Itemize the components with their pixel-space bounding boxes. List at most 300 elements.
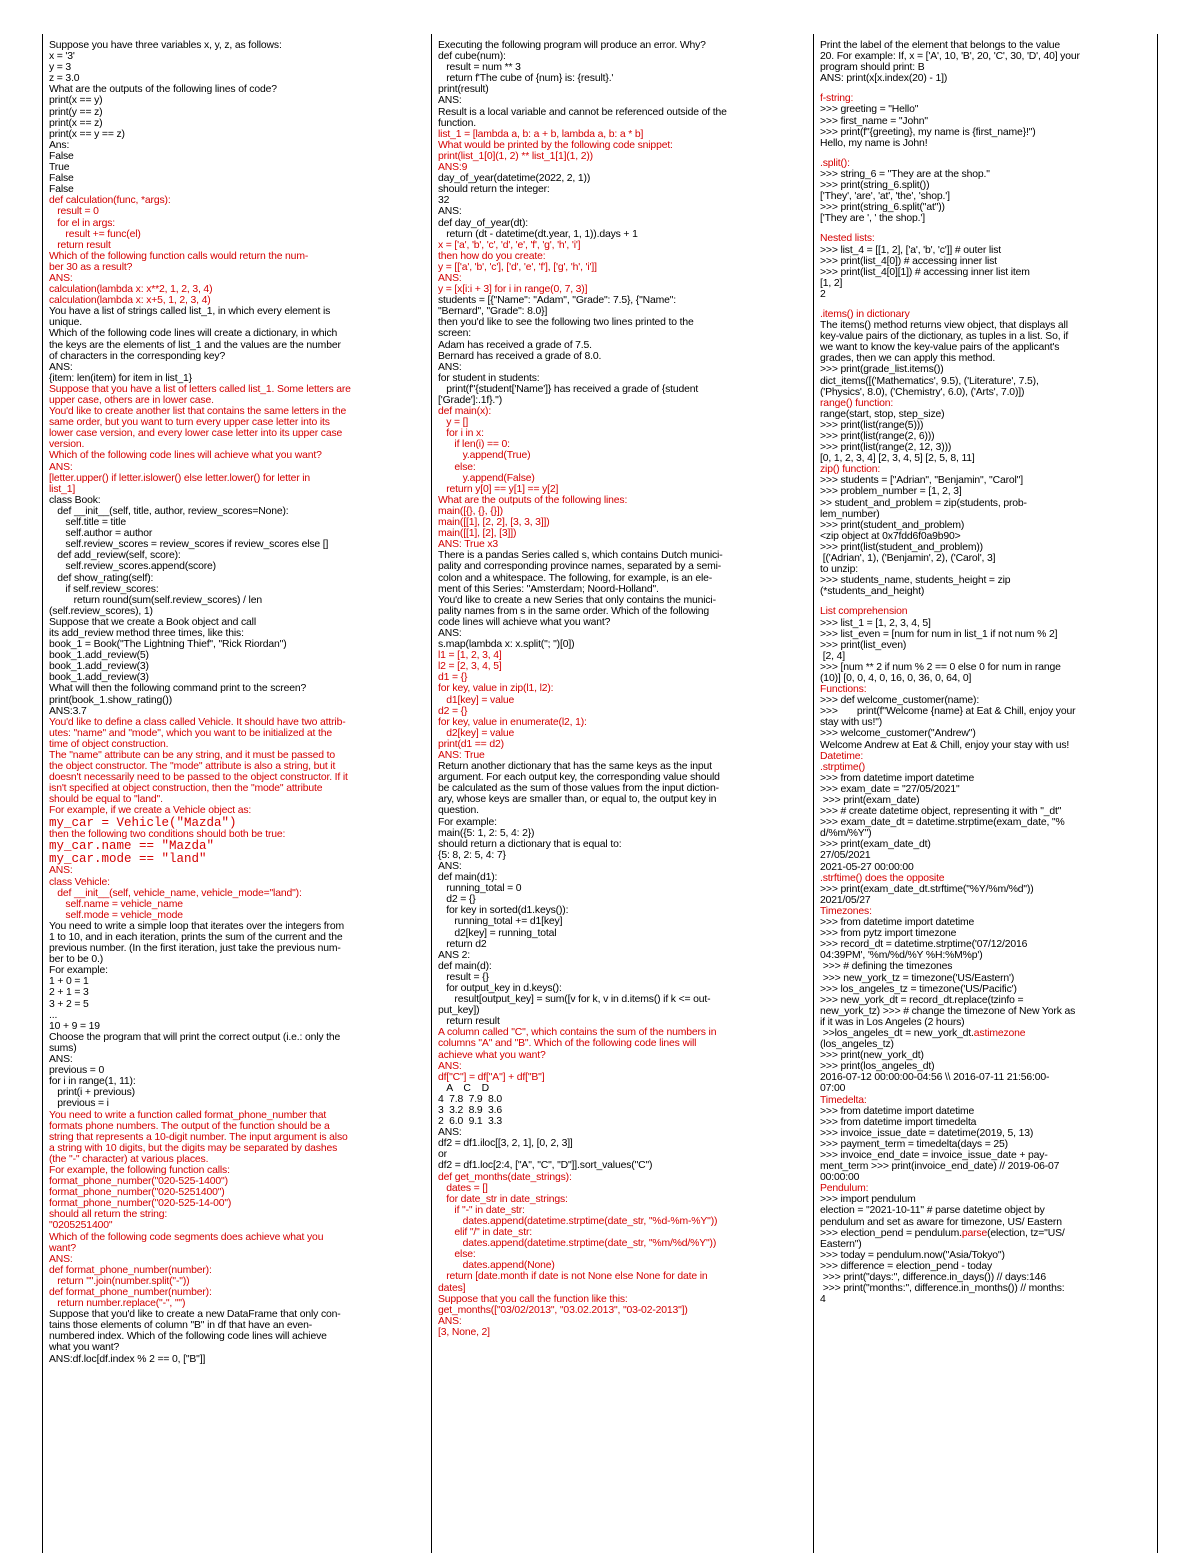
col2-line: ANS: [438,627,462,639]
col1-line: ANS: [49,361,73,373]
col2-line: 4 7.8 7.9 8.0 [438,1093,503,1105]
col3-line: >>> # create datetime object, representing it with "_dt" [820,806,1062,818]
col2-line: print(result) [438,84,489,96]
col3-line: >>> invoice_end_date = invoice_issue_date + pay- [820,1150,1048,1161]
col2-line: y = [] [438,417,469,429]
col1-line: False [49,173,74,185]
col3-line: >>> first_name = "John" [820,115,928,127]
col1-line: numbered index. Which of the following code lines will achieve [49,1331,327,1343]
col1-line: 1 to 10, and in each iteration, prints the sum of the current and the [49,932,343,943]
col1-line: previous = i [49,1098,109,1110]
col2-line: pality names from s in the same order. Which of the following [438,605,709,617]
col2-line: d2[key] = value [438,727,515,739]
col2-line: print(d1 == d2) [438,738,504,750]
col3-line: .items() in dictionary [820,308,910,320]
col3-line: ('Physics', 8.0), ('Chemistry', 6.0), ('Arts', 7.0)]) [820,386,1025,398]
col2-line: put_key]) [438,1005,480,1017]
col1-line: same order, but you want to turn every upper case letter into its [49,417,330,429]
col1-line: a string with 10 digits, but the digits may be separated by dashes [49,1142,338,1154]
col1-line: 2 + 1 = 3 [49,987,89,999]
col3-line: >>> print(f"{greeting}, my name is {first_name}!") [820,126,1036,138]
col3-line: 2021-05-27 00:00:00 [820,861,914,873]
col1-line: its add_review method three times, like this: [49,627,244,639]
col2-line: main([[1], [2, 2], [3, 3, 3]]) [438,517,550,529]
col3-line: >>> payment_term = timedelta(days = 25) [820,1138,1008,1150]
col2-line: dates] [438,1282,466,1294]
col1-line: You'd like to define a class called Vehicle. It should have two attrib- [49,716,346,728]
col3-line: Datetime: [820,750,864,762]
col2-line: list_1 = [lambda a, b: a + b, lambda a, b: a * b] [438,128,644,140]
col1-line: format_phone_number("020-525-1400") [49,1176,228,1188]
col2-line: else: [438,1249,476,1261]
col2-line: d2 = {} [438,705,468,717]
col2-line: return y[0] == y[1] == y[2] [438,483,559,495]
col3-line [820,597,1153,606]
col2-line: screen: [438,328,472,340]
col2-line: return [date.month if date is not None else None for date in [438,1271,708,1283]
col1-line: 10 + 9 = 19 [49,1020,100,1032]
col1-line: You need to write a simple loop that iterates over the integers from [49,920,344,932]
col1-line: self.author = author [49,528,153,540]
col3-line: Timezones: [820,905,872,917]
col2-line: y.append(False) [438,472,535,484]
col3-line: >>> print(student_and_problem) [820,519,965,531]
col3-line: >>> [num ** 2 if num % 2 == 0 else 0 for num in range [820,661,1061,673]
col1-line: return "".join(number.split("-")) [49,1275,190,1287]
col2-line: For example: [438,816,497,828]
col3-line: [('Adrian', 1), ('Benjamin', 2), ('Carol', 3] [820,553,996,565]
col3-line: >>> print("months:", difference.in_months()) // months: [820,1283,1065,1295]
col1-line: book_1.add_review(3) [49,661,149,673]
col3-line: Functions: [820,684,867,696]
col3-line: >>> students = ["Adrian", "Benjamin", "Carol"] [820,475,1023,487]
col2-line: Executing the following program will produce an error. Why? [438,40,706,51]
col3-line: >> student_and_problem = zip(students, prob- [820,497,1027,509]
col2-line: y.append(True) [438,450,531,462]
col3-line: >>> print(list_even) [820,639,907,651]
col1-line: def show_rating(self): [49,572,154,584]
col1-line: string that represents a 10-digit number. The input argument is also [49,1131,348,1143]
col2-line: then how do you create: [438,250,546,262]
col3-line: >>> print(exam_date_dt.strftime("%Y/%m/%d")) [820,883,1034,895]
col2-line: ANS: [438,95,462,107]
col3-line: >>> print("days:", difference.in_days()) // days:146 [820,1272,1046,1284]
col3-line: Timedelta: [820,1094,867,1106]
col1-line: sums) [49,1042,77,1054]
col2-line: What would be printed by the following code snippet: [438,139,673,151]
col3-line: ment_term >>> print(invoice_end_date) // 2019-06-07 [820,1161,1060,1173]
col3-line: >>> today = pendulum.now("Asia/Tokyo") [820,1249,1005,1261]
col1-line: doesn't necessarily need to be passed to the object constructor. If it [49,772,348,784]
col3-line: >>> list_4 = [[1, 2], ['a', 'b', 'c']] # outer list [820,244,1001,256]
col1-line: ANS: [49,1253,73,1265]
column-1 [42,34,432,1553]
col1-line: return result [49,239,111,251]
col3-line: key-value pairs of the dictionary, as tuples in a list. So, if [820,331,1069,343]
col1-line: ANS:3.7 [49,705,87,717]
col1-line: utes: "name" and "mode", which you want to be initialized at the [49,727,332,739]
col1-line: previous = 0 [49,1065,105,1077]
col3-line: >>los_angeles_dt = new_york_dt.astimezone [820,1027,1026,1039]
col2-line: 2 6.0 9.1 3.3 [438,1116,503,1128]
col1-line: x = '3' [49,51,75,63]
col1-line: version. [49,439,85,451]
col2-line: for i in x: [438,428,484,440]
col2-line: else: [438,461,476,473]
col2-line: A column called "C", which contains the sum of the numbers in [438,1027,717,1039]
col1-line: book_1.add_review(5) [49,650,149,662]
col2-line: return result [438,1016,500,1028]
col2-line: dates.append(datetime.strptime(date_str, "%m/%d/%Y")) [438,1238,717,1250]
col2-line: What are the outputs of the following lines: [438,494,628,506]
col2-line: ['Grade']:.1f}.") [438,395,503,406]
col1-line: print(book_1.show_rating()) [49,694,173,706]
col3-line: 27/05/2021 [820,850,871,862]
col2-line: ANS: True x3 [438,539,498,551]
col2-line: def cube(num): [438,51,506,63]
col2-line: be calculated as the sum of those values from the input diction- [438,783,719,795]
col3-line: >>> # defining the timezones [820,961,953,973]
col3-line: 00:00:00 [820,1172,860,1184]
col2-line: print(list_1[0](1, 2) ** list_1[1](1, 2)) [438,150,593,162]
col1-line: Ans: [49,139,70,151]
col3-line: >>> print(new_york_dt) [820,1050,924,1062]
col2-line: for key, value in enumerate(l2, 1): [438,716,587,728]
col2-line: def main(d1): [438,872,498,884]
col2-line: def main(d): [438,960,492,972]
col2-line: then you'd like to see the following two lines printed to the [438,317,694,329]
col3-line: >>> print(string_6.split()) [820,180,930,192]
col2-line: ANS:9 [438,162,468,174]
col1-line: print(x == z) [49,117,103,129]
col3-line: d/%m/%Y") [820,828,872,840]
col2-line: for date_str in date_strings: [438,1193,568,1205]
col2-line: {5: 8, 2: 5, 4: 7} [438,849,506,861]
col1-line: "0205251400" [49,1220,113,1232]
col2-line: running_total = 0 [438,883,522,895]
col2-line: y = [['a', 'b', 'c'], ['d', 'e', 'f'], ['g', 'h', 'i']] [438,261,597,273]
col3-line: ANS: print(x[x.index(20) - 1]) [820,73,948,85]
col3-line: ['They', 'are', 'at', 'the', 'shop.'] [820,191,950,203]
col2-line: 32 [438,195,450,207]
col3-line: The items() method returns view object, that displays all [820,320,1068,332]
col1-line: ber to be 0.) [49,954,104,966]
col1-line: result = 0 [49,206,99,218]
col2-line: d1[key] = value [438,694,515,706]
col3-line: >>> print(exam_date_dt) [820,839,931,851]
col2-line: d2 = {} [438,894,476,906]
col3-line: >>> print(list(range(5))) [820,419,924,431]
col1-line: class Book: [49,494,101,506]
col3-line: >>> students_name, students_height = zip [820,575,1011,587]
col3-line: pendulum and set as aware for timezone, US/ Eastern [820,1216,1062,1228]
col2-line: students = [{"Name": "Adam", "Grade": 7.5}, {"Name": [438,295,677,307]
col1-line: False [49,184,74,196]
col2-line: There is a pandas Series called s, which contains Dutch munici- [438,550,723,562]
col3-line: ['They are ', ' the shop.'] [820,213,925,225]
col1-line: format_phone_number("020-5251400") [49,1187,225,1199]
col1-line: of characters in the corresponding key? [49,350,226,362]
col2-line: Return another dictionary that has the same keys as the input [438,761,712,773]
col3-line: 2016-07-12 00:00:00-04:56 \\ 2016-07-11 21:56:00- [820,1072,1050,1084]
col3-line: >>> from pytz import timezone [820,928,957,940]
col1-line: my_car = Vehicle("Mazda") [49,815,237,830]
col2-line: df2 = df1.iloc[[3, 2, 1], [0, 2, 3]] [438,1138,573,1150]
col1-line: z = 3.0 [49,73,80,85]
col3-line: (10)] [0, 0, 4, 0, 16, 0, 36, 0, 64, 0] [820,672,972,684]
col3-line: Print the label of the element that belongs to the value [820,40,1060,51]
col3-line: >>> print(exam_date) [820,795,920,806]
col1-line: self.name = vehicle_name [49,898,183,910]
col3-line: >>> def welcome_customer(name): [820,695,980,707]
col3-line: 07:00 [820,1083,846,1095]
col2-line: result[output_key] = sum([v for k, v in d.items() if k <= out- [438,994,711,1006]
col2-line: "Bernard", "Grade": 8.0}] [438,306,548,318]
col1-line: tains those elements of column "B" in df that have an even- [49,1320,313,1332]
col1-line: def format_phone_number(number): [49,1264,212,1276]
col2-line: s.map(lambda x: x.split("; ")[0]) [438,639,575,651]
col3-line: >>> from datetime import timedelta [820,1116,977,1128]
col2-line: ANS: True [438,750,485,761]
col2-line: print(f"{student['Name']} has received a grade of {student [438,383,699,395]
col1-line: ANS: [49,272,73,284]
col2-line: ANS: [438,860,462,872]
col2-line: get_months(["03/02/2013", "03.02.2013", "03-02-2013"]) [438,1304,688,1316]
col3-line: .split(): [820,157,850,169]
col1-line: result += func(el) [49,228,141,240]
col2-line: columns "A" and "B". Which of the following code lines will [438,1038,697,1050]
col2-line: Result is a local variable and cannot be referenced outside of the [438,106,727,118]
col2-line: code lines will achieve what you want? [438,616,611,628]
col3-line: (los_angeles_tz) [820,1039,894,1051]
col1-line: {item: len(item) for item in list_1} [49,372,193,384]
col1-line: Choose the program that will print the correct output (i.e.: only the [49,1031,341,1043]
col3-line: >>> greeting = "Hello" [820,104,919,116]
col3-line: 04:39PM', '%m/%d/%Y %H:%M%p') [820,950,983,962]
col3-line [820,84,1153,93]
col1-line: You'd like to create another list that contains the same letters in the [49,406,347,418]
col1-line: Suppose that we create a Book object and call [49,616,256,628]
col2-line: ANS: [438,1127,462,1139]
col2-line: argument. For each output key, the corresponding value should [438,772,720,784]
col1-line: what you want? [49,1342,120,1354]
col3-line: [1, 2] [820,277,843,289]
col1-line: book_1.add_review(3) [49,672,149,684]
col3-line: >>> election_pend = pendulum.parse(election, tz="US/ [820,1227,1065,1239]
col1-line: def calculation(func, *args): [49,195,171,207]
col1-line: print(i + previous) [49,1087,135,1099]
col3-line: we want to know the key-value pairs of the applicant's [820,342,1060,354]
col1-line: print(y == z) [49,106,103,118]
col1-line: Suppose that you have a list of letters called list_1. Some letters are [49,383,351,395]
col2-line: Suppose that you call the function like this: [438,1293,628,1305]
col3-line: (*students_and_height) [820,586,925,598]
col3-line: >>> invoice_issue_date = datetime(2019, 5, 13) [820,1127,1034,1139]
col2-line: pality and corresponding province names, separated by a semi- [438,561,722,573]
col3-line: >>> list_1 = [1, 2, 3, 4, 5] [820,617,931,629]
col3-line: >>> print(list_4[0][1]) # accessing inner list item [820,266,1030,278]
col3-line: <zip object at 0x7fdd6f0a9b90> [820,530,961,542]
col1-line: book_1 = Book("The Lightning Thief", "Rick Riordan") [49,639,287,651]
col3-line: >>> new_york_dt = record_dt.replace(tzinfo = [820,994,1024,1006]
col3-line: >>> record_dt = datetime.strptime('07/12/2016 [820,939,1028,951]
col2-line: ANS: [438,1315,462,1327]
col2-line: return (dt - datetime(dt.year, 1, 1)).days + 1 [438,228,638,240]
col1-line: for i in range(1, 11): [49,1076,136,1088]
col1-line: (the "-" character) at various places. [49,1153,209,1165]
col1-line: Which of the following code lines will create a dictionary, in which [49,328,338,340]
col3-line: List comprehension [820,606,908,618]
col3-line: >>> string_6 = "They are at the shop." [820,168,990,180]
col2-line: for key in sorted(d1.keys()): [438,905,569,917]
col3-line: >>> print(list(student_and_problem)) [820,541,983,553]
col1-line: self.mode = vehicle_mode [49,909,183,921]
col1-line: [letter.upper() if letter.islower() else letter.lower() for letter in [49,472,311,484]
col2-line: day_of_year(datetime(2022, 2, 1)) [438,173,591,185]
col2-line: 3 3.2 8.9 3.6 [438,1105,503,1116]
col1-line: What are the outputs of the following lines of code? [49,84,277,96]
col1-line: ANS: [49,865,73,877]
col3-line: >>> exam_date = "27/05/2021" [820,783,960,795]
col2-line: Bernard has received a grade of 8.0. [438,350,602,362]
col1-line: 3 + 2 = 5 [49,998,89,1010]
col2-line: or [438,1149,447,1161]
col2-line: ANS: [438,272,462,284]
col2-line: ANS 2: [438,949,471,961]
col1-line: ... [49,1009,58,1021]
col1-line: You have a list of strings called list_1, in which every element is [49,306,331,318]
col3-line: 2021/05/27 [820,894,871,906]
col3-line [820,149,1153,158]
col3-line: >>> print(list_4[0]) # accessing inner list [820,255,997,267]
col1-line: For example: [49,965,108,977]
col1-line: lower case version, and every lower case letter into its upper case [49,428,343,440]
col3-line: .strptime() [820,761,866,773]
col2-line: main([{}, {}, {}]) [438,505,503,517]
col1-line: isn't specified at object construction, then the "mode" attribute [49,783,323,795]
col3-line [820,300,1153,309]
col2-line: main({5: 1, 2: 5, 4: 2}) [438,827,535,839]
col1-line: print(x == y) [49,95,103,107]
col2-line: main([[1], [2], [3]]) [438,528,517,540]
col2-line: dates.append(datetime.strptime(date_str, "%d-%m-%Y")) [438,1215,718,1227]
col3-line: >>> new_york_tz = timezone('US/Eastern') [820,972,1015,984]
col3-line: new_york_tz) >>> # change the timezone of New York as [820,1005,1076,1017]
col1-line: if self.review_scores: [49,583,159,595]
col1-line: def format_phone_number(number): [49,1287,212,1298]
col1-line: 1 + 0 = 1 [49,976,89,988]
column-3-text [814,34,1157,1305]
col1-line: upper case, others are in lower case. [49,395,214,406]
col1-line: unique. [49,317,83,329]
col1-line: What will then the following command print to the screen? [49,683,307,695]
col3-line: >>> from datetime import datetime [820,1105,975,1117]
col2-line: should return the integer: [438,184,550,196]
col2-line: achieve what you want? [438,1049,546,1061]
col2-line: colon and a whitespace. The following, for example, is an ele- [438,572,713,584]
col1-line: y = 3 [49,62,72,74]
col2-line: You'd like to create a new Series that only contains the munici- [438,594,716,606]
col3-line: range(start, stop, step_size) [820,408,945,420]
col3-line: >>> los_angeles_tz = timezone('US/Pacific') [820,983,1017,995]
col1-line: For example, if we create a Vehicle object as: [49,805,252,817]
col3-line: Nested lists: [820,233,875,245]
col1-line: The "name" attribute can be any string, and it must be passed to [49,750,335,761]
col2-line: y = [x[i:i + 3] for i in range(0, 7, 3)] [438,284,588,296]
col1-line: for el in args: [49,217,116,229]
col2-line: return f'The cube of {num} is: {result}.' [438,73,614,85]
col1-line: Which of the following function calls would return the num- [49,250,309,262]
col1-line: ANS: [49,1054,73,1066]
col2-line: result = {} [438,971,489,983]
col1-line: ANS: [49,461,73,473]
col1-line: def add_review(self, score): [49,550,181,562]
col3-line: [0, 1, 2, 3, 4] [2, 3, 4, 5] [2, 5, 8, 11] [820,453,975,465]
col1-line: ber 30 as a result? [49,261,133,273]
col3-line: election = "2021-10-11" # parse datetime object by [820,1205,1045,1217]
col1-line: Which of the following code lines will achieve what you want? [49,450,322,462]
col3-line: dict_items([('Mathematics', 9.5), ('Literature', 7.5), [820,375,1039,387]
col1-line: self.title = title [49,517,126,529]
col1-line: return number.replace("-", "") [49,1298,186,1310]
col1-line: then the following two conditions should both be true: [49,829,286,841]
col2-line: ary, whose keys are smaller than, or equal to, the output key in [438,794,717,806]
col2-line: should return a dictionary that is equal to: [438,838,622,850]
col2-line: if len(i) == 0: [438,439,510,451]
col2-line: ment of this Series: "Amsterdam; Noord-Holland". [438,583,659,595]
col3-line: >>> from datetime import datetime [820,772,975,784]
col2-line: l1 = [1, 2, 3, 4] [438,650,502,662]
col3-line: stay with us!") [820,717,883,729]
col2-line: def get_months(date_strings): [438,1171,572,1183]
col3-line: [2, 4] [820,650,845,662]
col3-line: 4 [820,1294,826,1306]
col1-line: Which of the following code segments does achieve what you [49,1231,324,1243]
col3-line: to unzip: [820,564,858,576]
col3-line: lem_number) [820,508,880,520]
col1-line: True [49,162,70,174]
col2-line: ANS: [438,1060,462,1072]
col2-line: for key, value in zip(l1, l2): [438,683,554,695]
col2-line: if "-" in date_str: [438,1204,525,1216]
col1-line: self.review_scores = review_scores if review_scores else [] [49,539,329,551]
col2-line: l2 = [2, 3, 4, 5] [438,661,502,673]
col1-line: should all return the string: [49,1209,168,1221]
col1-line: should be equal to "land". [49,794,163,806]
col3-line [820,224,1153,233]
col1-line: def __init__(self, vehicle_name, vehicle_mode="land"): [49,887,302,899]
col2-line: elif "/" in date_str: [438,1227,532,1239]
col1-line: want? [49,1242,76,1254]
column-2 [432,34,814,1553]
col3-line: >>> welcome_customer("Andrew") [820,728,976,740]
col1-line: time of object construction. [49,738,169,750]
col1-line: my_car.name == "Mazda" [49,839,215,854]
col3-line: range() function: [820,397,894,409]
col2-line: dates.append(None) [438,1260,555,1272]
col3-line: >>> print(string_6.split("at")) [820,202,945,214]
column-2-text [432,34,813,1338]
col2-line: function. [438,117,476,129]
col1-line: formats phone numbers. The output of the function should be a [49,1120,330,1132]
col1-line: self.review_scores.append(score) [49,561,216,573]
col1-line: previous number. (In the first iteration, just take the previous num- [49,943,341,955]
col1-line: calculation(lambda x: x+5, 1, 2, 3, 4) [49,295,211,307]
col3-line: 20. For example: If, x = ['A', 10, 'B', 20, 'C', 30, 'D', 40] your [820,51,1080,63]
col2-line: ANS: [438,361,462,373]
col3-line: program should print: B [820,62,925,74]
column-1-text [43,34,431,1365]
